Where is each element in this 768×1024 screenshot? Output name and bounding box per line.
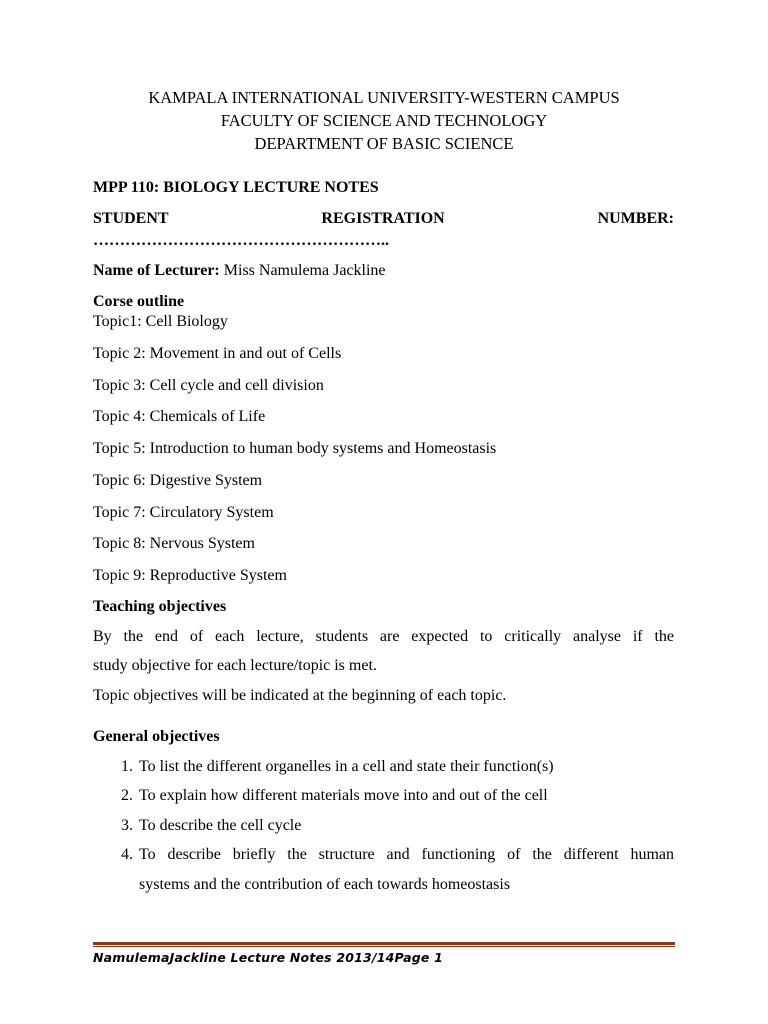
footer-rule-thick — [93, 942, 675, 945]
registration-word-number: NUMBER: — [597, 210, 674, 227]
objective-number: 4. — [121, 846, 133, 863]
registration-word-student: STUDENT — [93, 210, 169, 227]
teaching-objectives-heading: Teaching objectives — [93, 598, 227, 615]
objective-text: To list the different organelles in a cell and state their function(s) — [139, 758, 554, 775]
objective-number: 3. — [121, 817, 133, 834]
footer-page-number: 1 — [434, 950, 443, 965]
topic-objectives-note: Topic objectives will be indicated at the beginning of each topic. — [93, 687, 507, 704]
registration-row — [93, 210, 674, 228]
topic-item: Topic 5: Introduction to human body systems and Homeostasis — [93, 440, 497, 457]
topic-item: Topic 9: Reproductive System — [93, 567, 287, 584]
footer-author: NamulemaJackline Lecture Notes 2013/14 — [93, 950, 395, 965]
footer-page-label: Page — [394, 950, 435, 965]
registration-word-registration: REGISTRATION — [321, 210, 445, 227]
registration-dots: ……………………………………………….. — [93, 232, 389, 249]
teaching-objectives-paragraph-line2: study objective for each lecture/topic is met. — [93, 657, 377, 674]
topic-item: Topic 6: Digestive System — [93, 472, 263, 489]
footer-rule-thin — [93, 946, 675, 947]
lecturer-label: Name of Lecturer: — [93, 262, 220, 279]
topic-item: Topic1: Cell Biology — [93, 313, 228, 330]
department-name: DEPARTMENT OF BASIC SCIENCE — [254, 134, 514, 153]
objective-text-line2: systems and the contribution of each towards homeostasis — [139, 876, 511, 893]
topic-item: Topic 3: Cell cycle and cell division — [93, 377, 324, 394]
lecturer-name: Miss Namulema Jackline — [219, 262, 386, 279]
objective-text-line1: To describe briefly the structure and functioning of the different human — [139, 846, 674, 863]
course-title: MPP 110: BIOLOGY LECTURE NOTES — [93, 179, 379, 196]
topic-item: Topic 8: Nervous System — [93, 535, 255, 552]
objective-text: To explain how different materials move into and out of the cell — [139, 787, 548, 804]
lecturer-line — [93, 262, 386, 280]
footer — [93, 950, 443, 965]
objective-text: To describe the cell cycle — [139, 817, 302, 834]
topic-item: Topic 7: Circulatory System — [93, 504, 274, 521]
topic-item: Topic 2: Movement in and out of Cells — [93, 345, 342, 362]
general-objectives-heading: General objectives — [93, 728, 220, 745]
objective-number: 2. — [121, 787, 133, 804]
teaching-objectives-paragraph-line1: By the end of each lecture, students are expected to critically analyse if the — [93, 628, 674, 645]
objective-number: 1. — [121, 758, 133, 775]
university-name: KAMPALA INTERNATIONAL UNIVERSITY-WESTERN CAMPUS — [148, 88, 620, 107]
faculty-name: FACULTY OF SCIENCE AND TECHNOLOGY — [220, 111, 548, 130]
topic-item: Topic 4: Chemicals of Life — [93, 408, 266, 425]
course-outline-heading: Corse outline — [93, 293, 185, 310]
